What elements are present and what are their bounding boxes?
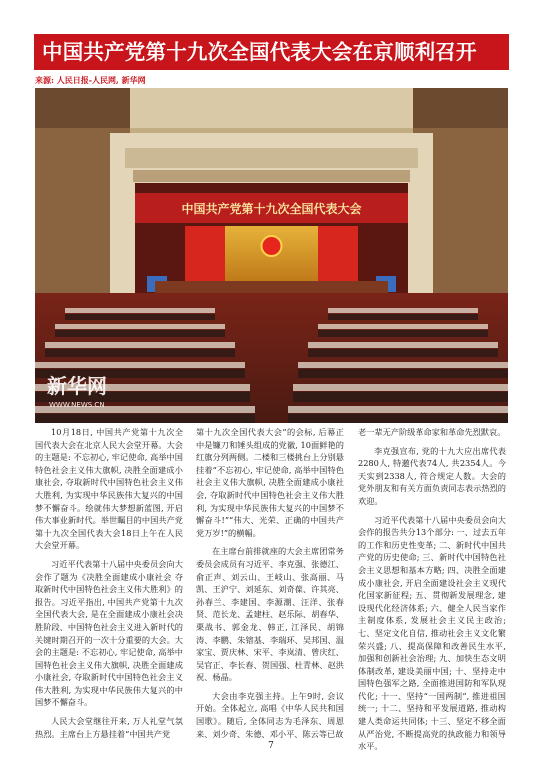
paragraph: 第十九次全国代表大会”的会标, 后幕正中是镰刀和锤头组成的党徽, 10面鲜艳的红旗分列两侧。二楼和三楼挑台上分别悬挂着“不忘初心, 牢记使命, 高举中国特色社会主义伟大旗帜, 决胜全面建成小康社会, 夺取新时代中国特色社会主义伟大胜利, 为实现中华民族伟大复兴的中国梦不懈奋斗!”“伟大、光荣、正确的中国共产党万岁!”的横幅。 [196, 427, 344, 538]
paragraph: 在主席台前排就座的大会主席团常务委员会成员有习近平、李克强、张德江、俞正声、刘云山、王岐山、张高丽、马凯、王沪宁、刘延东、刘奇葆、许其亮、孙春兰、李建国、李源潮、汪洋、张春贤、范长龙、孟建柱、赵乐际、胡春华、栗战书、郭金龙、韩正, 江泽民、胡锦涛、李鹏、朱镕基、李瑞环、吴邦国、温家宝、贾庆林、宋平、李岚清、曾庆红、吴官正、李长春、贺国强、杜青林、赵洪祝、杨晶。 [196, 546, 344, 683]
article-source: 来源: 人民日报-人民网, 新华网 [35, 75, 146, 85]
paragraph: 人民大会堂继往开来, 万人礼堂气氛热烈。主席台上方悬挂着“中国共产党 [35, 716, 183, 739]
text-column-2 [196, 426, 344, 746]
congress-hall-illustration [35, 88, 508, 423]
paragraph: 习近平代表第十八届中央委员会向大会作的报告共分13个部分: 一、过去五年的工作和历史性变革; 二、新时代中国共产党的历史使命; 三、新时代中国特色社会主义思想和基本方略; 四、决胜全面建成小康社会, 开启全面建设社会主义现代化国家新征程; 五、贯彻新发展理念, 建设现代化经济体系; 六、健全人民当家作主制度体系, 发展社会主义民主政治; 七、坚定文化自信, 推动社会主义文化繁荣兴盛; 八、提高保障和改善民生水平, 加强和创新社会治理; 九、加快生态文明体制改革, 建设美丽中国; 十、坚持走中国特色强军之路, 全面推进国防和军队现代化; 十一、坚持“一国两制”, 推进祖国统一; 十二、坚持和平发展道路, 推动构建人类命运共同体; 十三、坚定不移全面从严治党, 不断提高党的执政能力和领导水平。 [358, 514, 506, 752]
paragraph: 大会由李克强主持。上午9时, 会议开始。全体起立, 高唱《中华人民共和国国歌》。随后, 全体同志为毛泽东、周恩来、刘少奇、朱德、邓小平、陈云等已故 [196, 690, 344, 739]
text-column-1 [35, 426, 183, 746]
congress-hall-photo [35, 88, 508, 423]
watermark-logo: 新华网 [47, 374, 107, 398]
watermark-url: WWW.NEWS.CN [49, 401, 105, 409]
paragraph: 李克强宣布, 党的十九大应出席代表2280人, 特邀代表74人, 共2354人。今天实到2338人, 符合规定人数。大会的党外朋友和有关方面负责同志表示热烈的欢迎。 [358, 445, 506, 506]
page-number: 7 [268, 741, 274, 751]
article-title: 中国共产党第十九次全国代表大会在京顺利召开 [42, 40, 477, 64]
paragraph: 老一辈无产阶级革命家和革命先烈默哀。 [358, 427, 506, 437]
paragraph: 习近平代表第十八届中央委员会向大会作了题为《决胜全面建成小康社会 夺取新时代中国特色社会主义伟大胜利》的报告。习近平指出, 中国共产党第十九次全国代表大会, 是在全面建成小康社会决胜阶段、中国特色社会主义进入新时代的关键时期召开的一次十分重要的大会。大会的主题是: 不忘初心, 牢记使命, 高举中国特色社会主义伟大旗帜, 决胜全面建成小康社会, 夺取新时代中国特色社会主义伟大胜利, 为实现中华民族伟大复兴的中国梦不懈奋斗。 [35, 558, 183, 708]
title-banner [34, 34, 509, 70]
paragraph: 10月18日, 中国共产党第十九次全国代表大会在北京人民大会堂开幕。大会的主题是: 不忘初心, 牢记使命, 高举中国特色社会主义伟大旗帜, 决胜全面建成小康社会, 夺取新时代中国特色社会主义伟大胜利, 为实现中华民族伟大复兴的中国梦不懈奋斗。绘就伟大梦想新蓝图, 开启伟大事业新时代。举世瞩目的中国共产党第十九次全国代表大会18日上午在人民大会堂开幕。 [35, 427, 183, 551]
party-emblem-icon [262, 236, 282, 256]
text-column-3 [358, 426, 506, 759]
screen-banner-text: 中国共产党第十九次全国代表大会 [181, 202, 362, 216]
